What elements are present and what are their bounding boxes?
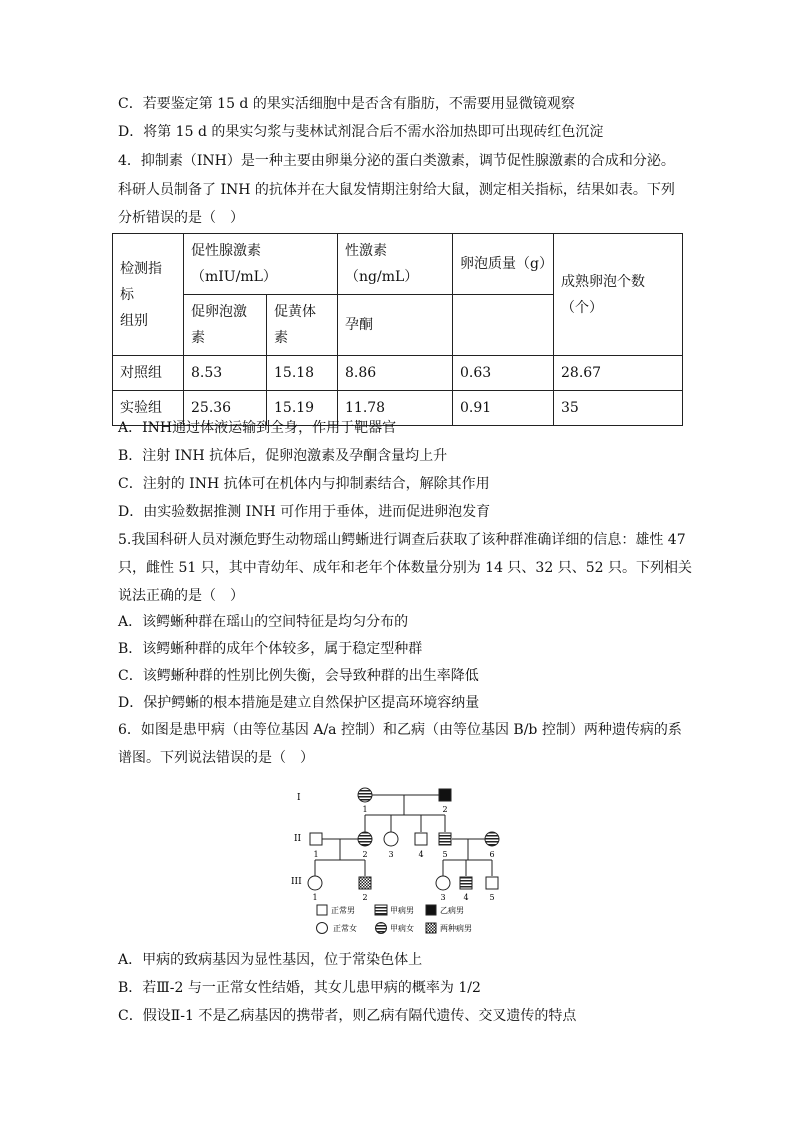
individual-number: 1: [312, 893, 318, 902]
subheader-text: 素: [274, 330, 288, 346]
table-cell: 8.53: [184, 356, 267, 391]
individual-number: 3: [440, 893, 446, 902]
individual-I-1-affected-female: [358, 788, 372, 802]
individual-III-2-both-diseases-male: [359, 877, 371, 889]
question-5-line-3: 说法正确的是（ ）: [118, 588, 244, 604]
individual-number: 2: [442, 805, 448, 814]
corner-text: 组别: [120, 312, 148, 329]
individual-II-1-normal-male: [310, 833, 322, 845]
table-cell: 15.18: [267, 356, 338, 391]
header-gonadotropin: 促性腺激素（mIU/mL）: [184, 234, 338, 295]
option-5d: D．保护鳄蜥的根本措施是建立自然保护区提高环境容纳量: [118, 695, 480, 711]
legend-normal-male-icon: [317, 905, 327, 915]
table-cell: 实验组: [113, 391, 184, 426]
generation-label: III: [291, 877, 302, 887]
question-6-line-2: 谱图。下列说法错误的是（ ）: [118, 750, 314, 766]
generation-label: I: [297, 793, 301, 803]
table-row: [113, 356, 683, 391]
individual-II-5-affected-male: [439, 833, 451, 845]
option-6a: A．甲病的致病基因为显性基因，位于常染色体上: [118, 952, 423, 968]
individual-number: 5: [489, 893, 495, 902]
table-cell: 15.19: [267, 391, 338, 426]
individual-II-2-affected-female: [358, 832, 372, 846]
individual-II-6-affected-female: [485, 832, 499, 846]
table-cell: 0.63: [453, 356, 554, 391]
individual-number: 3: [388, 850, 394, 859]
table-cell: 8.86: [338, 356, 453, 391]
legend-label: 甲病女: [390, 924, 414, 933]
option-5b: B．该鳄蜥种群的成年个体较多，属于稳定型种群: [118, 641, 423, 657]
question-5-line-1: 5.我国科研人员对濒危野生动物瑶山鳄蜥进行调查后获取了该种群准确详细的信息：雄性 47: [118, 532, 686, 548]
table-cell: 28.67: [554, 356, 683, 391]
legend-normal-female-icon: [317, 923, 328, 934]
individual-I-2-disease-b-male: [439, 789, 451, 801]
question-4-line-2: 科研人员制备了 INH 的抗体并在大鼠发情期注射给大鼠，测定相关指标，结果如表。下列: [118, 182, 675, 198]
hormone-data-table: [112, 233, 683, 426]
individual-II-4-normal-male: [415, 833, 427, 845]
subheader-fsh: [184, 295, 267, 356]
option-4b: B．注射 INH 抗体后，促卵泡激素及孕酮含量均上升: [118, 448, 448, 464]
subheader-text: 促黄体: [274, 304, 316, 320]
option-6c: C．假设Ⅱ-1 不是乙病基因的携带者，则乙病有隔代遗传、交叉遗传的特点: [118, 1008, 577, 1024]
individual-III-1-normal-female: [308, 876, 322, 890]
legend-label: 甲病男: [390, 906, 414, 915]
option-4a: A．INH通过体液运输到全身，作用于靶器官: [118, 420, 397, 436]
legend-label: 正常男: [331, 906, 355, 915]
legend-disease-a-female-icon: [376, 923, 387, 934]
legend-label: 正常女: [333, 924, 357, 933]
table-cell: 0.91: [453, 391, 554, 426]
individual-III-3-normal-female: [436, 876, 450, 890]
individual-number: 1: [313, 850, 319, 859]
option-4c: C．注射的 INH 抗体可在机体内与抑制素结合，解除其作用: [118, 476, 490, 492]
table-corner-cell: [113, 234, 184, 356]
question-4-line-1: 4．抑制素（INH）是一种主要由卵巢分泌的蛋白类激素，调节促性腺激素的合成和分泌。: [118, 153, 675, 169]
legend-label: 两种病男: [440, 924, 472, 933]
question-4-line-3: 分析错误的是（ ）: [118, 210, 244, 226]
legend-disease-a-male-icon: [375, 905, 387, 915]
subheader-progesterone: 孕酮: [338, 295, 453, 356]
pedigree-legend: [317, 905, 473, 934]
option-4d: D．由实验数据推测 INH 可作用于垂体，进而促进卵泡发育: [118, 504, 491, 520]
option-3d: D．将第 15 d 的果实匀浆与斐林试剂混合后不需水浴加热即可出现砖红色沉淀: [118, 124, 604, 140]
header-follicle-mass: 卵泡质量（g）: [453, 234, 554, 295]
individual-number: 1: [362, 805, 368, 814]
individual-number: 5: [442, 850, 448, 859]
individual-number: 4: [418, 850, 424, 859]
option-6b: B．若Ⅲ-2 与一正常女性结婚，其女儿患甲病的概率为 1/2: [118, 980, 481, 996]
table-cell: 对照组: [113, 356, 184, 391]
individual-number: 2: [362, 893, 368, 902]
subheader-empty: [453, 295, 554, 356]
legend-disease-b-male-icon: [426, 905, 436, 915]
legend-both-diseases-male-icon: [426, 923, 436, 933]
corner-text: 标: [120, 286, 134, 303]
individual-III-5-normal-male: [486, 877, 498, 889]
individual-II-3-normal-female: [384, 832, 398, 846]
question-5-line-2: 只，雌性 51 只，其中青幼年、成年和老年个体数量分别为 14 只、32 只、52 只。下列相关: [118, 560, 692, 576]
table-cell: 25.36: [184, 391, 267, 426]
pedigree-chart: [285, 778, 515, 940]
header-mature-follicle-count: 成熟卵泡个数（个）: [554, 234, 683, 356]
option-3c: C．若要鉴定第 15 d 的果实活细胞中是否含有脂肪，不需要用显微镜观察: [118, 96, 575, 112]
question-6-line-1: 6．如图是患甲病（由等位基因 A/a 控制）和乙病（由等位基因 B/b 控制）两种遗传病的系: [118, 722, 682, 738]
generation-label: II: [294, 834, 302, 844]
individual-number: 4: [463, 893, 469, 902]
header-sex-hormone: 性激素（ng/mL）: [338, 234, 453, 295]
legend-label: 乙病男: [440, 906, 464, 915]
table-cell: 35: [554, 391, 683, 426]
individual-number: 6: [489, 850, 495, 859]
subheader-lh: [267, 295, 338, 356]
individual-III-4-affected-male: [460, 877, 472, 889]
subheader-text: 促卵泡激: [191, 304, 247, 320]
option-5a: A．该鳄蜥种群在瑶山的空间特征是均匀分布的: [118, 614, 409, 630]
table-cell: 11.78: [338, 391, 453, 426]
individual-number: 2: [362, 850, 368, 859]
subheader-text: 素: [191, 330, 205, 346]
option-5c: C．该鳄蜥种群的性别比例失衡，会导致种群的出生率降低: [118, 668, 479, 684]
corner-text: 检测指: [120, 260, 162, 277]
